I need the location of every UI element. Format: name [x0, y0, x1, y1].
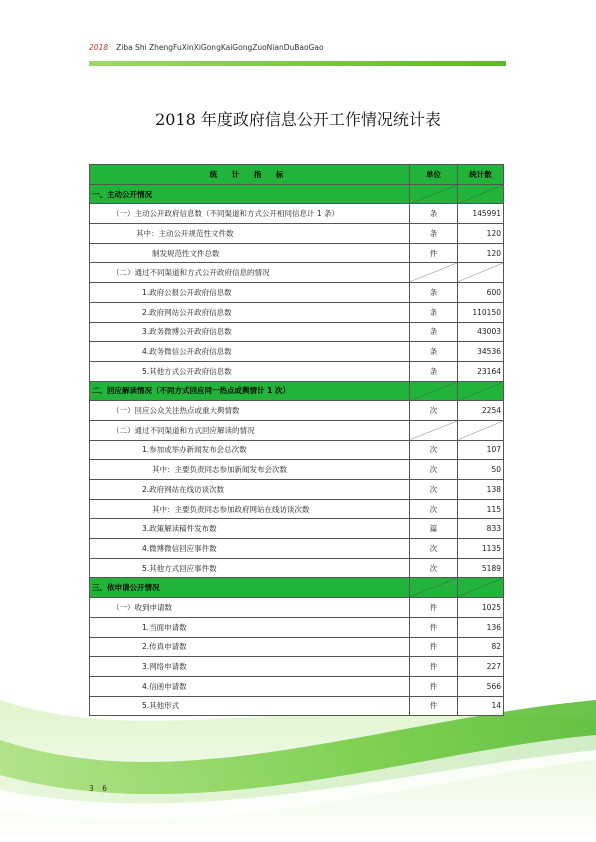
- table-row: [90, 420, 504, 440]
- indicator-cell: （二）通过不同渠道和方式回应解读的情况: [90, 420, 410, 440]
- diagonal-empty-cell: [410, 263, 458, 283]
- table-row: [90, 322, 504, 342]
- table-row: [90, 361, 504, 381]
- diagonal-empty-cell: [410, 420, 458, 440]
- table-row: [90, 342, 504, 362]
- value-cell: 120: [458, 243, 504, 263]
- indicator-cell: （一）收到申请数: [90, 598, 410, 618]
- unit-cell: 次: [410, 499, 458, 519]
- table-row: [90, 499, 504, 519]
- indicator-cell: 1.当面申请数: [90, 617, 410, 637]
- unit-cell: 件: [410, 657, 458, 677]
- column-header-value: 统计数: [458, 165, 504, 185]
- diagonal-empty-cell: [458, 578, 504, 598]
- indicator-cell: 3.网络申请数: [90, 657, 410, 677]
- indicator-cell: （二）通过不同渠道和方式公开政府信息的情况: [90, 263, 410, 283]
- value-cell: 566: [458, 676, 504, 696]
- table-row: [90, 637, 504, 657]
- value-cell: 107: [458, 440, 504, 460]
- table-row: [90, 657, 504, 677]
- indicator-cell: 1.参加或举办新闻发布会总次数: [90, 440, 410, 460]
- value-cell: 600: [458, 283, 504, 303]
- header-year: 2018: [89, 43, 109, 52]
- value-cell: 227: [458, 657, 504, 677]
- table-row: [90, 617, 504, 637]
- table-row: [90, 696, 504, 716]
- indicator-cell: 二、回应解读情况（不同方式回应同一热点或舆情计 1 次）: [90, 381, 410, 401]
- unit-cell: 条: [410, 361, 458, 381]
- value-cell: 1135: [458, 539, 504, 559]
- value-cell: 136: [458, 617, 504, 637]
- table-header-row: [90, 165, 504, 185]
- unit-cell: 次: [410, 539, 458, 559]
- table-row: [90, 519, 504, 539]
- indicator-cell: 4.信函申请数: [90, 676, 410, 696]
- document-title: 2018 年度政府信息公开工作情况统计表: [155, 110, 441, 129]
- table-row: [90, 224, 504, 244]
- value-cell: 145991: [458, 204, 504, 224]
- indicator-cell: 2.传真申请数: [90, 637, 410, 657]
- unit-cell: 件: [410, 617, 458, 637]
- statistics-table: [89, 164, 504, 716]
- table-row: [90, 598, 504, 618]
- column-header-indicator: 统 计 指 标: [90, 165, 410, 185]
- diagonal-empty-cell: [410, 184, 458, 204]
- indicator-cell: 其中：主动公开规范性文件数: [90, 224, 410, 244]
- table-row: [90, 302, 504, 322]
- indicator-cell: 5.其他方式回应事件数: [90, 558, 410, 578]
- diagonal-empty-cell: [458, 263, 504, 283]
- unit-cell: 件: [410, 598, 458, 618]
- value-cell: 120: [458, 224, 504, 244]
- table-row: [90, 243, 504, 263]
- value-cell: 82: [458, 637, 504, 657]
- diagonal-empty-cell: [410, 381, 458, 401]
- unit-cell: 件: [410, 676, 458, 696]
- unit-cell: 件: [410, 637, 458, 657]
- column-header-unit: 单位: [410, 165, 458, 185]
- unit-cell: 次: [410, 480, 458, 500]
- indicator-cell: 2.政府网站公开政府信息数: [90, 302, 410, 322]
- unit-cell: 篇: [410, 519, 458, 539]
- header-running-title: Ziba Shi ZhengFuXinXiGongKaiGongZuoNianDuBaoGao: [116, 43, 324, 52]
- unit-cell: 条: [410, 283, 458, 303]
- unit-cell: 次: [410, 558, 458, 578]
- unit-cell: 次: [410, 440, 458, 460]
- unit-cell: 条: [410, 322, 458, 342]
- indicator-cell: 5.其他形式: [90, 696, 410, 716]
- indicator-cell: 一、主动公开情况: [90, 184, 410, 204]
- indicator-cell: 3.政策解读稿件发布数: [90, 519, 410, 539]
- diagonal-empty-cell: [458, 420, 504, 440]
- value-cell: 5189: [458, 558, 504, 578]
- value-cell: 14: [458, 696, 504, 716]
- table-row: [90, 539, 504, 559]
- page-number: 3 6: [89, 784, 110, 793]
- indicator-cell: 4.政务微信公开政府信息数: [90, 342, 410, 362]
- table-row: [90, 283, 504, 303]
- indicator-cell: 其中：主要负责同志参加政府网站在线访谈次数: [90, 499, 410, 519]
- value-cell: 23164: [458, 361, 504, 381]
- table-row: [90, 440, 504, 460]
- unit-cell: 件: [410, 696, 458, 716]
- diagonal-empty-cell: [410, 578, 458, 598]
- unit-cell: 次: [410, 460, 458, 480]
- table-row: [90, 263, 504, 283]
- indicator-cell: 4.微博微信回应事件数: [90, 539, 410, 559]
- indicator-cell: （一）回应公众关注热点或重大舆情数: [90, 401, 410, 421]
- unit-cell: 条: [410, 204, 458, 224]
- table-row: [90, 401, 504, 421]
- indicator-cell: 其中：主要负责同志参加新闻发布会次数: [90, 460, 410, 480]
- running-header: [89, 43, 324, 52]
- header-rule: [89, 61, 506, 66]
- unit-cell: 条: [410, 224, 458, 244]
- indicator-cell: 三、依申请公开情况: [90, 578, 410, 598]
- value-cell: 110150: [458, 302, 504, 322]
- value-cell: 34536: [458, 342, 504, 362]
- table-section-row: [90, 381, 504, 401]
- unit-cell: 条: [410, 302, 458, 322]
- value-cell: 138: [458, 480, 504, 500]
- indicator-cell: 1.政府公报公开政府信息数: [90, 283, 410, 303]
- table-row: [90, 204, 504, 224]
- indicator-cell: （一）主动公开政府信息数（不同渠道和方式公开相同信息计 1 条）: [90, 204, 410, 224]
- indicator-cell: 5.其他方式公开政府信息数: [90, 361, 410, 381]
- table-row: [90, 558, 504, 578]
- unit-cell: 条: [410, 342, 458, 362]
- value-cell: 43003: [458, 322, 504, 342]
- table-row: [90, 676, 504, 696]
- value-cell: 1025: [458, 598, 504, 618]
- table-row: [90, 480, 504, 500]
- table-section-row: [90, 578, 504, 598]
- value-cell: 2254: [458, 401, 504, 421]
- indicator-cell: 2.政府网站在线访谈次数: [90, 480, 410, 500]
- value-cell: 115: [458, 499, 504, 519]
- diagonal-empty-cell: [458, 184, 504, 204]
- indicator-cell: 3.政务微博公开政府信息数: [90, 322, 410, 342]
- table-section-row: [90, 184, 504, 204]
- unit-cell: 件: [410, 243, 458, 263]
- table-row: [90, 460, 504, 480]
- diagonal-empty-cell: [458, 381, 504, 401]
- indicator-cell: 制发规范性文件总数: [90, 243, 410, 263]
- value-cell: 833: [458, 519, 504, 539]
- unit-cell: 次: [410, 401, 458, 421]
- value-cell: 50: [458, 460, 504, 480]
